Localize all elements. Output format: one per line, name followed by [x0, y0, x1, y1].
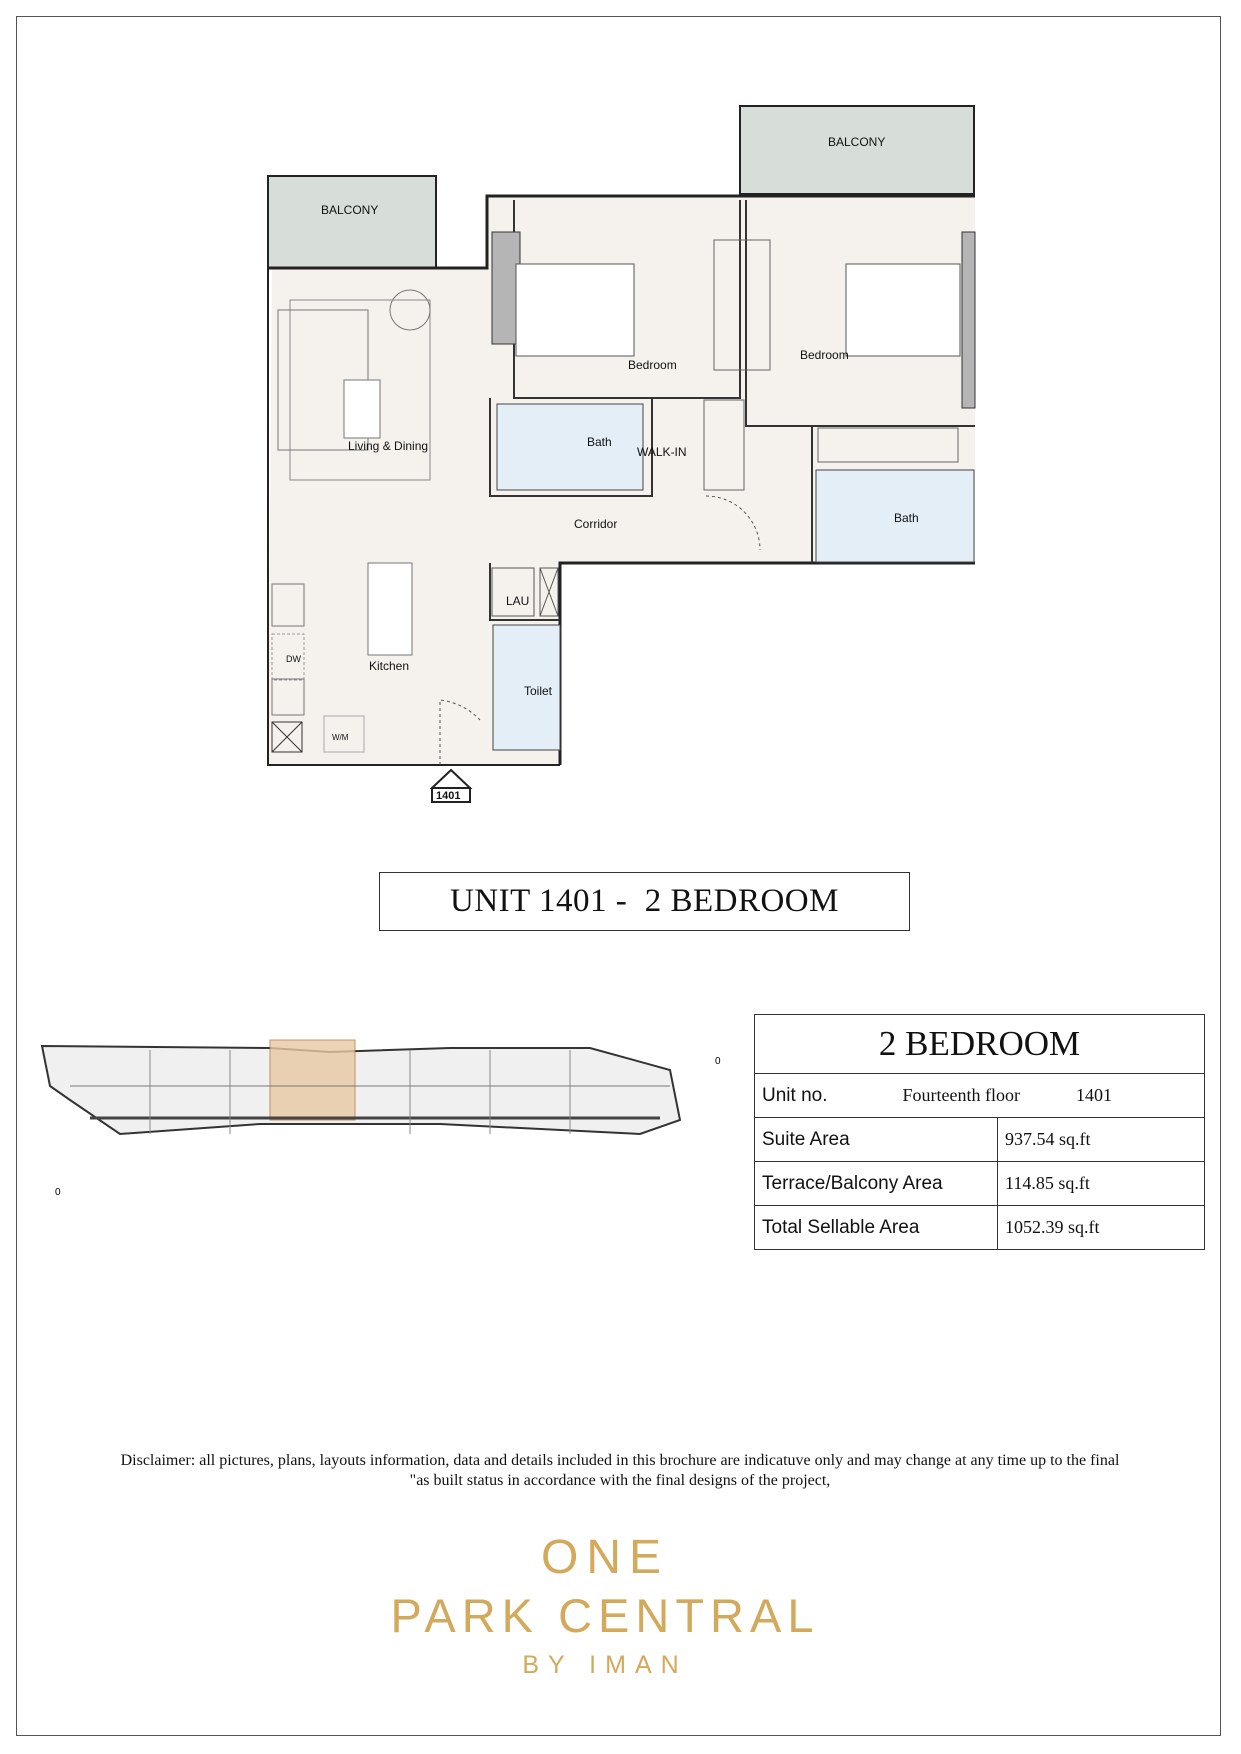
balcony-right-label: BALCONY	[828, 135, 886, 149]
unit-title: UNIT 1401 - 2 BEDROOM	[379, 872, 910, 931]
key-plan	[30, 1030, 730, 1230]
disclaimer-line-1: Disclaimer: all pictures, plans, layouts information, data and details included in this brochure are indicatuve only and may change at any time up to the final	[120, 1452, 1120, 1469]
bedroom-1-label: Bedroom	[628, 358, 677, 372]
dishwasher-label: DW	[286, 654, 301, 664]
bath-2-label: Bath	[894, 511, 919, 525]
floor-value: Fourteenth floor	[902, 1085, 1020, 1105]
floor-plan	[0, 0, 1241, 830]
entry-tag: 1401	[436, 790, 461, 802]
unit-no-label: Unit no.	[762, 1084, 828, 1106]
walkin-label: WALK-IN	[637, 445, 687, 459]
brand-logo	[370, 1528, 840, 1682]
balcony-right	[740, 106, 974, 194]
bedroom-2-label: Bedroom	[800, 348, 849, 362]
toilet-label: Toilet	[524, 684, 553, 698]
logo-line-1: ONE	[540, 1531, 669, 1584]
disclaimer-line-2: "as built status in accordance with the final designs of the project,	[409, 1472, 831, 1489]
unit-info-table	[754, 1014, 1205, 1250]
keyplan-marker-left: 0	[55, 1187, 61, 1198]
total-area-value: 1052.39 sq.ft	[998, 1206, 1205, 1250]
kitchen-label: Kitchen	[369, 659, 410, 673]
living-dining-label: Living & Dining	[348, 439, 429, 453]
balcony-area-value: 114.85 sq.ft	[998, 1162, 1205, 1206]
balcony-area-label: Terrace/Balcony Area	[755, 1162, 998, 1206]
bath-1-label: Bath	[587, 435, 612, 449]
unit-row	[755, 1074, 1205, 1118]
corridor-label: Corridor	[574, 517, 618, 531]
logo-line-2: PARK CENTRAL	[390, 1589, 820, 1642]
unit-no-value: 1401	[1075, 1085, 1112, 1105]
unit-highlight	[270, 1040, 355, 1120]
logo-line-3: BY IMAN	[522, 1651, 688, 1679]
suite-area-label: Suite Area	[755, 1118, 998, 1162]
lau-label: LAU	[506, 594, 530, 608]
balcony-left-label: BALCONY	[321, 203, 379, 217]
total-area-label: Total Sellable Area	[755, 1206, 998, 1250]
suite-area-value: 937.54 sq.ft	[998, 1118, 1205, 1162]
info-heading: 2 BEDROOM	[755, 1015, 1205, 1074]
balcony-left	[268, 176, 436, 268]
keyplan-marker-right: 0	[715, 1056, 721, 1067]
disclaimer	[60, 1451, 1180, 1491]
washing-machine-label: W/M	[332, 733, 349, 742]
